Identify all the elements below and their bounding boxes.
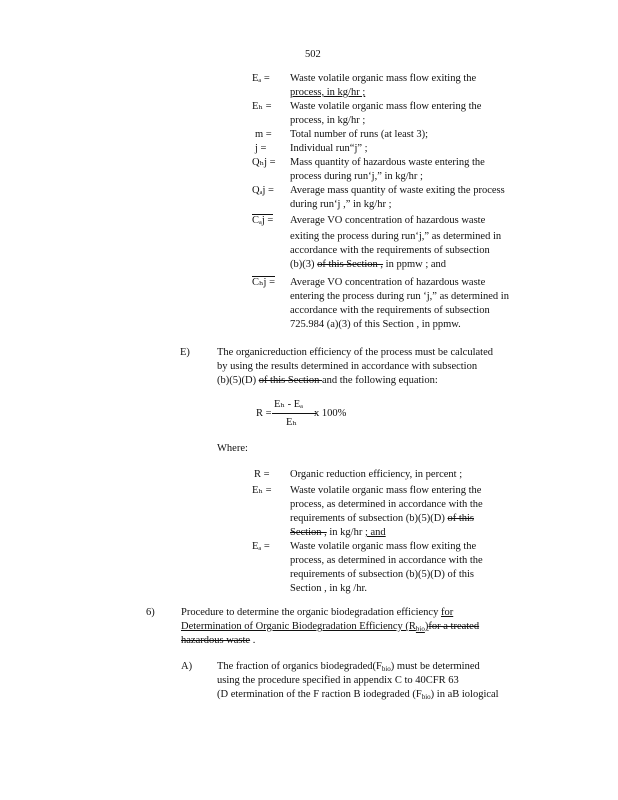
text: The fraction of organics biodegraded(F (217, 661, 382, 672)
para-line: by using the results determined in accordance with subsection (217, 361, 478, 372)
def-line: Total number of runs (at least 3); (290, 129, 429, 140)
subscript: bio (421, 693, 431, 701)
text: in ppmw ; and (383, 259, 447, 270)
term-text: Cₕj = (252, 277, 276, 288)
equation-lhs: R = (256, 408, 272, 419)
page-number: 502 (305, 49, 321, 60)
text: ) in aB iological (430, 689, 499, 700)
def-line-mixed (290, 526, 386, 540)
def-line: process during run‘j,” in kg/hr ; (290, 171, 423, 182)
def-line: accordance with the requirements of subsection (290, 305, 490, 316)
def-line: Average VO concentration of hazardous waste (290, 277, 486, 288)
struck-text: Section , (290, 527, 327, 538)
struck-text: for a treated (428, 621, 480, 632)
term-ea: Eₐ = (252, 541, 270, 552)
def-line-mixed (290, 512, 474, 526)
text: Procedure to determine the organic biodegradation efficiency (181, 607, 441, 618)
para-line: The organicreduction efficiency of the process must be calculated (217, 347, 493, 358)
def-line: process, in kg/hr ; (290, 87, 366, 98)
def-line: process, in kg/hr ; (290, 115, 366, 126)
struck-text: of this Section , (317, 259, 384, 270)
fraction-bar (272, 413, 316, 414)
term-qbj: Qₕj = (252, 157, 276, 168)
def-line: accordance with the requirements of subsection (290, 245, 490, 256)
def-line: Waste volatile organic mass flow exiting the (290, 73, 477, 84)
equation-denominator: Eₕ (286, 417, 297, 428)
def-line: entering the process during run ‘j,” as determined in (290, 291, 509, 302)
def-line: Waste volatile organic mass flow exiting the (290, 541, 477, 552)
def-line: process, as determined in accordance with the (290, 555, 483, 566)
text: (D etermination of the F raction B iodegraded (F (217, 689, 422, 700)
equation (258, 398, 348, 432)
text: (b)(3) (290, 259, 318, 270)
def-line: Waste volatile organic mass flow entering the (290, 101, 482, 112)
text: requirements of subsection (b)(5)(D) (290, 513, 448, 524)
struck-text: of this (447, 513, 474, 524)
def-line: Waste volatile organic mass flow entering the (290, 485, 482, 496)
text: . (250, 635, 256, 646)
def-line: 725.984 (a)(3) of this Section , in ppmw. (290, 319, 461, 330)
underlined-text: for (440, 607, 454, 618)
def-line: Section , in kg /hr. (290, 583, 367, 594)
term-text: Cₐj = (252, 215, 274, 226)
def-line: Average VO concentration of hazardous waste (290, 215, 486, 226)
equation-tail: x 100% (314, 408, 347, 419)
term-cbj (252, 276, 275, 290)
struck-text: of this Section (258, 375, 322, 386)
def-line: Average mass quantity of waste exiting the process (290, 185, 505, 196)
term-r: R = (254, 469, 270, 480)
underlined-text: ; and (364, 527, 386, 538)
where-label: Where: (217, 443, 248, 454)
struck-text: hazardous waste (181, 635, 251, 646)
term-m: m = (255, 129, 272, 140)
term-qaj: Qₐj = (252, 185, 274, 196)
para-line-mixed (181, 634, 255, 648)
term-ea: Eₐ = (252, 73, 270, 84)
text: and the following equation: (321, 375, 438, 386)
para-line-mixed (217, 374, 438, 388)
item-label: 6) (146, 607, 155, 618)
def-line: during run‘j ,” in kg/hr ; (290, 199, 392, 210)
term-eb: Eₕ = (252, 485, 272, 496)
underlined-text: ) (424, 621, 429, 632)
def-line-mixed (290, 258, 446, 272)
def-line: Organic reduction efficiency, in percent ; (290, 469, 463, 480)
def-line: Mass quantity of hazardous waste entering the (290, 157, 485, 168)
term-caj (252, 214, 273, 228)
equation-numerator: Eₕ - Eₐ (274, 399, 303, 410)
item-label: A) (181, 661, 193, 672)
subscript: bio (381, 665, 391, 673)
def-line: process, as determined in accordance with the (290, 499, 483, 510)
def-line: exiting the process during run‘j,” as determined in (290, 231, 502, 242)
para-line-mixed (217, 688, 499, 704)
text: in kg/hr (326, 527, 365, 538)
text: (b)(5)(D) (217, 375, 259, 386)
text: ) must be determined (390, 661, 480, 672)
term-j: j = (255, 143, 267, 154)
para-line: using the procedure specified in appendix C to 40CFR 63 (217, 675, 459, 686)
para-line-mixed (181, 606, 453, 620)
underlined-text: Determination of Organic Biodegradation Efficiency (R (181, 621, 416, 632)
item-label: E) (180, 347, 190, 358)
def-line: requirements of subsection (b)(5)(D) of this (290, 569, 474, 580)
term-eb: Eₕ = (252, 101, 272, 112)
def-line: Individual run“j” ; (290, 143, 368, 154)
subscript: bio (415, 625, 425, 633)
